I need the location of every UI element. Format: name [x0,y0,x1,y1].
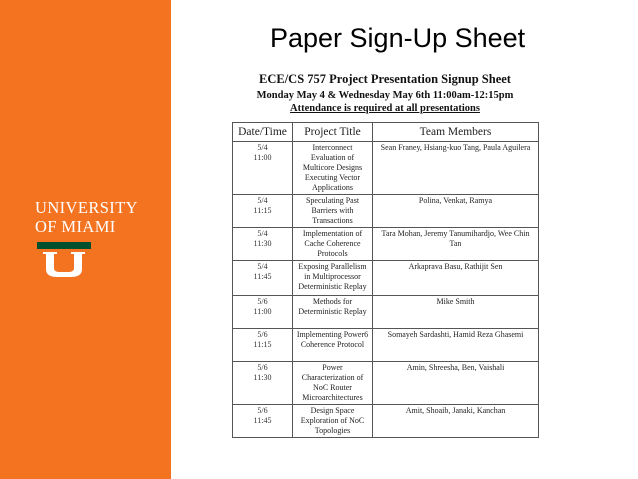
project-title-cell: Exposing Parallelism in Multiprocessor Deterministic Replay [293,261,373,296]
project-title-cell: Power Characterization of NoC Router Microarchitectures [293,362,373,405]
row-date: 5/4 [257,143,268,152]
row-date: 5/6 [257,363,268,372]
team-members-cell: Mike Smith [373,296,539,329]
table-row [233,142,539,195]
row-date: 5/4 [257,229,268,238]
table-row [233,261,539,296]
row-time: 11:00 [253,153,272,162]
row-time: 11:15 [253,206,272,215]
row-time: 11:45 [253,416,272,425]
row-date: 5/6 [257,297,268,306]
team-members-cell: Polina, Venkat, Ramya [373,195,539,228]
date-time-cell [233,296,293,329]
row-time: 11:30 [253,373,272,382]
team-members-cell: Arkaprava Basu, Rathijit Sen [373,261,539,296]
date-time-cell [233,228,293,261]
logo-line-1: UNIVERSITY [35,198,138,217]
table-row [233,405,539,438]
project-title-cell: Speculating Past Barriers with Transactions [293,195,373,228]
document-subtitle: Monday May 4 & Wednesday May 6th 11:00am-12:15pm [256,90,514,101]
table-row [233,195,539,228]
header-team-members: Team Members [373,123,539,142]
header-project-title: Project Title [293,123,373,142]
team-members-cell: Amit, Shoaib, Janaki, Kanchan [373,405,539,438]
date-time-cell [233,261,293,296]
project-title-cell: Interconnect Evaluation of Multicore Designs Executing Vector Applications [293,142,373,195]
date-time-cell [233,405,293,438]
u-logo-icon [35,242,93,278]
row-time: 11:45 [253,272,272,281]
university-logo-text [35,198,138,236]
date-time-cell [233,142,293,195]
row-time: 11:15 [253,340,272,349]
attendance-note: Attendance is required at all presentations [290,103,480,114]
team-members-cell: Sean Franey, Hsiang-kuo Tang, Paula Aguilera [373,142,539,195]
signup-table [232,122,539,438]
row-date: 5/6 [257,406,268,415]
logo-line-2: OF MIAMI [35,217,116,236]
date-time-cell [233,195,293,228]
slide-title: Paper Sign-Up Sheet [270,23,526,53]
project-title-cell: Methods for Deterministic Replay [293,296,373,329]
project-title-cell: Implementation of Cache Coherence Protocols [293,228,373,261]
orange-sidebar [0,0,171,479]
team-members-cell: Tara Mohan, Jeremy Tanumihardjo, Wee Chin Tan [373,228,539,261]
row-date: 5/4 [257,196,268,205]
document-title: ECE/CS 757 Project Presentation Signup Sheet [259,72,511,86]
team-members-cell: Amin, Shreesha, Ben, Vaishali [373,362,539,405]
row-date: 5/6 [257,330,268,339]
table-row [233,362,539,405]
table-row [233,296,539,329]
row-date: 5/4 [257,262,268,271]
header-date-time: Date/Time [233,123,293,142]
table-row [233,228,539,261]
date-time-cell [233,329,293,362]
row-time: 11:30 [253,239,272,248]
project-title-cell: Design Space Exploration of NoC Topologies [293,405,373,438]
project-title-cell: Implementing Power6 Coherence Protocol [293,329,373,362]
date-time-cell [233,362,293,405]
table-row [233,329,539,362]
table-header-row [233,123,539,142]
team-members-cell: Somayeh Sardashti, Hamid Reza Ghasemi [373,329,539,362]
row-time: 11:00 [253,307,272,316]
